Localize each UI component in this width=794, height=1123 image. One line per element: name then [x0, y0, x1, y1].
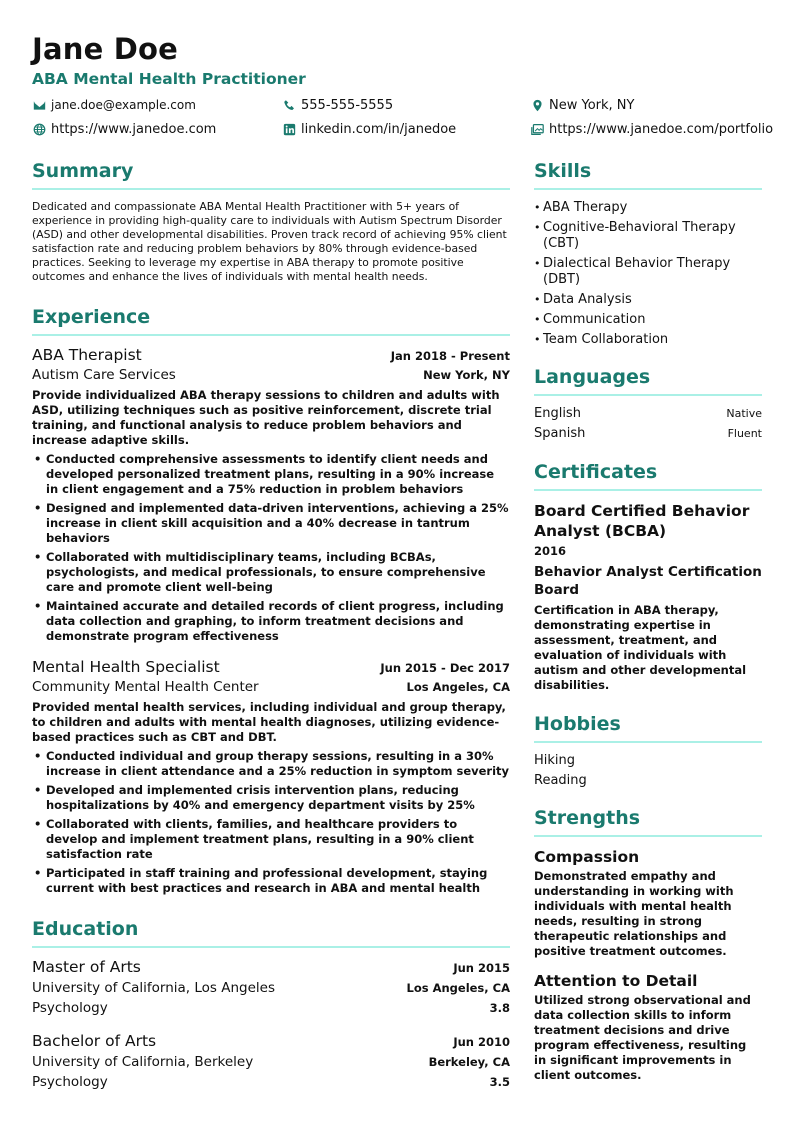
- skill-item: • ABA Therapy: [534, 200, 762, 216]
- portfolio-icon: [530, 123, 544, 137]
- skill-item: • Cognitive-Behavioral Therapy (CBT): [534, 220, 762, 252]
- skill-item: • Dialectical Behavior Therapy (DBT): [534, 256, 762, 288]
- certificate-name: Board Certified Behavior Analyst (BCBA): [534, 502, 750, 540]
- skill-item: • Communication: [534, 312, 762, 328]
- languages-heading: Languages: [534, 366, 762, 396]
- candidate-title: ABA Mental Health Practitioner: [32, 70, 306, 88]
- job-date: Jun 2015 - Dec 2017: [380, 661, 510, 675]
- website-text: https://www.janedoe.com: [51, 122, 217, 137]
- strength-entry: [534, 971, 762, 1083]
- location-pin-icon: [530, 99, 544, 113]
- hobby-item: Hiking: [534, 753, 576, 768]
- certificate-issuer: Behavior Analyst Certification Board: [534, 564, 762, 598]
- contact-email[interactable]: [32, 98, 196, 112]
- experience-heading: Experience: [32, 306, 510, 336]
- education-heading: Education: [32, 918, 510, 948]
- strength-description: Demonstrated empathy and understanding in working with individuals with mental health needs, resulting in strong therapeutic relationships and positive treatment outcomes.: [534, 869, 734, 958]
- language-name: Spanish: [534, 426, 586, 441]
- edu-field: Psychology: [32, 1074, 108, 1090]
- candidate-name: Jane Doe: [32, 32, 179, 66]
- certificate-year: 2016: [534, 544, 567, 558]
- job-bullet: • Maintained accurate and detailed records of client progress, including data collection and graphing, to inform treatment decisions and demonstrate program effectiveness: [32, 599, 510, 644]
- linkedin-text: linkedin.com/in/janedoe: [301, 122, 457, 137]
- strengths-heading: Strengths: [534, 807, 762, 837]
- job-location: Los Angeles, CA: [406, 680, 510, 694]
- edu-school: University of California, Los Angeles: [32, 980, 276, 996]
- hobbies-heading: Hobbies: [534, 713, 762, 743]
- edu-school: University of California, Berkeley: [32, 1054, 254, 1070]
- job-entry: [32, 658, 510, 896]
- edu-degree: Bachelor of Arts: [32, 1032, 157, 1050]
- job-date: Jan 2018 - Present: [390, 349, 510, 363]
- strength-name: Attention to Detail: [534, 972, 698, 990]
- globe-icon: [32, 123, 46, 137]
- skills-heading: Skills: [534, 160, 762, 190]
- hobby-item: Reading: [534, 773, 587, 788]
- contact-portfolio[interactable]: [530, 122, 773, 137]
- edu-gpa: 3.8: [489, 1001, 510, 1015]
- certificates-heading: Certificates: [534, 461, 762, 491]
- edu-location: Berkeley, CA: [428, 1055, 510, 1069]
- summary-heading: Summary: [32, 160, 510, 190]
- job-bullet: • Developed and implemented crisis intervention plans, reducing hospitalizations by 40% and emergency department visits by 25%: [32, 783, 510, 813]
- right-column: [534, 160, 762, 1083]
- language-item: [534, 406, 762, 421]
- edu-field: Psychology: [32, 1000, 108, 1016]
- location-text: New York, NY: [549, 98, 635, 113]
- phone-icon: [282, 99, 296, 113]
- language-level: Fluent: [727, 427, 762, 440]
- education-entry: [32, 958, 510, 1016]
- strength-description: Utilized strong observational and data collection skills to inform treatment decisions and drive program effectiveness, resulting in significant improvements in client outcomes.: [534, 993, 751, 1082]
- left-column: [32, 160, 510, 1090]
- job-bullet: • Collaborated with multidisciplinary teams, including BCBAs, psychologists, and medical professionals, to ensure comprehensive care and promote client well-being: [32, 550, 510, 595]
- contact-location: [530, 98, 634, 113]
- skills-list: [534, 200, 762, 348]
- job-description: Provided mental health services, including individual and group therapy, to children and adults with mental health diagnoses, utilizing evidence-based practices such as CBT and DBT.: [32, 700, 506, 744]
- job-bullet: • Collaborated with clients, families, and healthcare providers to develop and implement treatment plans, resulting in a 90% client satisfaction rate: [32, 817, 510, 862]
- edu-gpa: 3.5: [489, 1075, 510, 1089]
- job-bullet: • Participated in staff training and professional development, staying current with best practices and research in ABA and mental health: [32, 866, 510, 896]
- job-title: Mental Health Specialist: [32, 658, 220, 676]
- education-entry: [32, 1032, 510, 1090]
- edu-degree: Master of Arts: [32, 958, 141, 976]
- phone-text: 555-555-5555: [301, 98, 394, 113]
- job-location: New York, NY: [423, 368, 510, 382]
- summary-text: Dedicated and compassionate ABA Mental Health Practitioner with 5+ years of experience in providing high-quality care to individuals with Autism Spectrum Disorder (ASD) and other developmental disabilities. Proven track record of achieving 95% client satisfaction rate and reducing problem behaviors by 80% through evidence-based practices. Seeking to leverage my expertise in ABA therapy to promote positive outcomes and enhance the lives of individuals with mental health needs.: [32, 200, 507, 283]
- portfolio-text: https://www.janedoe.com/portfolio: [549, 122, 774, 137]
- strength-entry: [534, 847, 762, 959]
- edu-date: Jun 2010: [453, 1035, 510, 1049]
- envelope-icon: [32, 98, 46, 112]
- certificate-description: Certification in ABA therapy, demonstrating expertise in assessment, treatment, and evaluation of individuals with autism and other developmental disabilities.: [534, 603, 747, 692]
- edu-date: Jun 2015: [453, 961, 510, 975]
- job-bullet: • Conducted individual and group therapy sessions, resulting in a 30% increase in client attendance and a 25% reduction in symptom severity: [32, 749, 510, 779]
- job-bullets: [32, 452, 510, 644]
- certificate-entry: [534, 501, 762, 693]
- skill-item: • Data Analysis: [534, 292, 762, 308]
- job-title: ABA Therapist: [32, 346, 142, 364]
- skill-item: • Team Collaboration: [534, 332, 762, 348]
- linkedin-icon: [282, 123, 296, 137]
- language-item: [534, 426, 762, 441]
- contact-phone[interactable]: [282, 98, 393, 113]
- language-name: English: [534, 406, 581, 421]
- job-company: Community Mental Health Center: [32, 679, 259, 695]
- job-description: Provide individualized ABA therapy sessions to children and adults with ASD, utilizing techniques such as positive reinforcement, discrete trial training, and functional analysis to reduce problem behaviors and increase adaptive skills.: [32, 388, 500, 447]
- email-text: jane.doe@example.com: [51, 98, 196, 112]
- contact-linkedin[interactable]: [282, 122, 456, 137]
- edu-location: Los Angeles, CA: [406, 981, 510, 995]
- language-level: Native: [726, 407, 762, 420]
- job-bullet: • Conducted comprehensive assessments to identify client needs and developed personalized treatment plans, resulting in a 90% increase in client engagement and a 75% reduction in problem behaviors: [32, 452, 510, 497]
- strength-name: Compassion: [534, 848, 640, 866]
- job-company: Autism Care Services: [32, 367, 176, 383]
- contact-website[interactable]: [32, 122, 216, 137]
- job-entry: [32, 346, 510, 644]
- job-bullets: [32, 749, 510, 896]
- job-bullet: • Designed and implemented data-driven interventions, achieving a 25% increase in client skill acquisition and a 40% decrease in tantrum behaviors: [32, 501, 510, 546]
